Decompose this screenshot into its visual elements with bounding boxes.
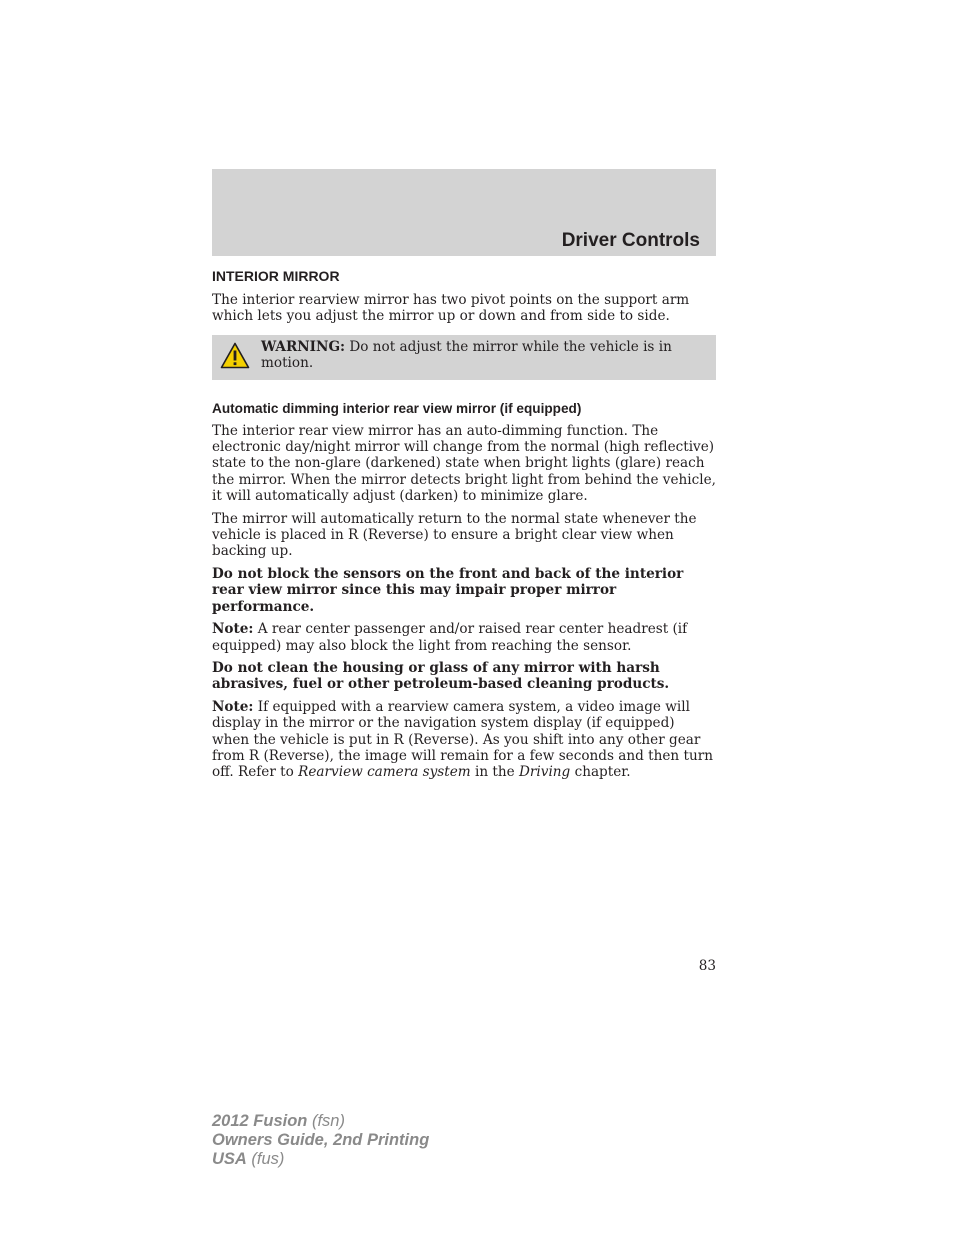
warning-text [261, 339, 706, 372]
cross-reference-chapter: Driving [519, 764, 571, 781]
footer-line-model: 2012 Fusion (fsn) [212, 1112, 345, 1130]
warning-body: Do not adjust the mirror while the vehicle is in motion. [261, 338, 672, 372]
note-label: Note: [212, 698, 254, 715]
chapter-header-bar [212, 169, 716, 256]
paragraph-auto-dimming: The interior rear view mirror has an auto-dimming function. The electronic day/night mirror will change from the normal (high reflective) state to the non-glare (darkened) state when bright lights (glare) reach the mirror. When the mirror detects bright light from behind the vehicle, it will automatically adjust (darken) to minimize glare. [212, 422, 716, 505]
cross-reference: Rearview camera system [298, 764, 471, 781]
page-content [212, 267, 716, 787]
section-title: INTERIOR MIRROR [212, 268, 340, 284]
note-body-end: chapter. [570, 764, 631, 781]
page-number: 83 [698, 958, 716, 974]
note-body: A rear center passenger and/or raised rear center headrest (if equipped) may also block the light from reaching the sensor. [212, 621, 688, 654]
paragraph-reverse: The mirror will automatically return to the normal state whenever the vehicle is placed in R (Reverse) to ensure a bright clear view when backing up. [212, 510, 697, 560]
warning-box [212, 335, 716, 380]
note-body: If equipped with a rearview camera system, a video image will display in the mirror or the navigation system display (if equipped) when the vehicle is put in R (Reverse). As you shift into any other gear from R (Reverse), the image will remain for a few seconds and then turn off. Refer to [212, 698, 713, 781]
warning-triangle-icon [220, 342, 250, 369]
note-label: Note: [212, 621, 254, 638]
note-body-mid: in the [470, 764, 520, 781]
intro-paragraph: The interior rearview mirror has two pivot points on the support arm which lets you adjust the mirror up or down and from side to side. [212, 292, 690, 325]
subsection-title: Automatic dimming interior rear view mirror (if equipped) [212, 400, 582, 416]
warning-label: WARNING: [261, 338, 346, 355]
document-footer [212, 1112, 429, 1169]
footer-line-edition: Owners Guide, 2nd Printing [212, 1131, 430, 1149]
note-camera [212, 699, 716, 781]
caution-sensors: Do not block the sensors on the front and back of the interior rear view mirror since this may impair proper mirror performance. [212, 565, 684, 615]
footer-line-market: USA (fus) [212, 1150, 285, 1168]
chapter-title: Driver Controls [561, 230, 700, 251]
note-headrest [212, 621, 716, 654]
caution-cleaning: Do not clean the housing or glass of any mirror with harsh abrasives, fuel or other petroleum-based cleaning products. [212, 659, 670, 693]
